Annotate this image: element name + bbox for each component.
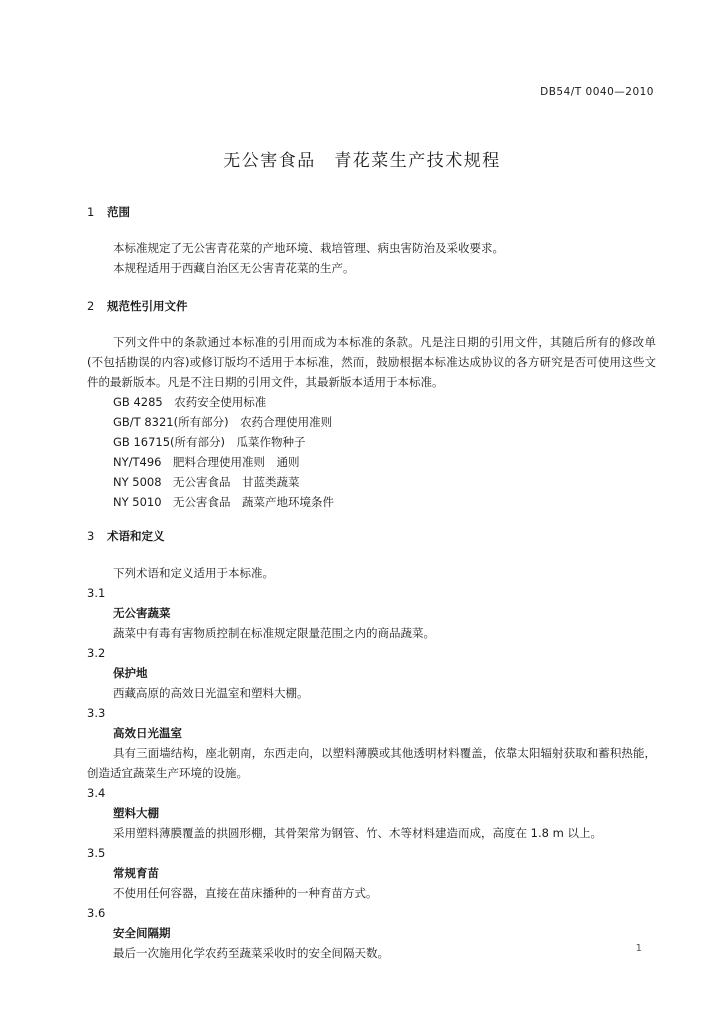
- term-name: 高效日光温室: [113, 726, 182, 740]
- section-1-body: [0, 238, 724, 278]
- section-1: [0, 202, 724, 222]
- term-definition: 西藏高原的高效日光温室和塑料大棚。: [113, 686, 309, 700]
- term-number: 3.5: [87, 846, 106, 860]
- reference-item: NY 5008 无公害食品 甘蓝类蔬菜: [113, 475, 300, 489]
- section-heading: [0, 296, 724, 316]
- intro-paragraph: 下列术语和定义适用于本标准。: [113, 566, 274, 580]
- section-title: 范围: [107, 205, 130, 219]
- reference-item: NY 5010 无公害食品 蔬菜产地环境条件: [113, 495, 335, 509]
- term-definition: 最后一次施用化学农药至蔬菜采收时的安全间隔天数。: [113, 946, 389, 960]
- intro-paragraph: 下列文件中的条款通过本标准的引用而成为本标准的条款。凡是注日期的引用文件，其随后所有的修改单(不包括勘误的内容)或修订版均不适用于本标准，然而，鼓励根据本标准达成协议的各方研究是否可使用这些文件的最新版本。凡是不注日期的引用文件，其最新版本适用于本标准。: [87, 335, 656, 389]
- section-title: 规范性引用文件: [107, 299, 188, 313]
- section-3-body: [0, 563, 724, 963]
- term-name: 常规育苗: [113, 866, 159, 880]
- term-definition: 蔬菜中有毒有害物质控制在标准规定限量范围之内的商品蔬菜。: [113, 626, 435, 640]
- term-number: 3.3: [87, 706, 106, 720]
- reference-item: GB/T 8321(所有部分) 农药合理使用准则: [113, 415, 333, 429]
- term-number: 3.6: [87, 906, 106, 920]
- term-name: 塑料大棚: [113, 806, 159, 820]
- term-definition: 具有三面墙结构，座北朝南，东西走向，以塑料薄膜或其他透明材料覆盖，依靠太阳辐射获取和蓄积热能，创造适宜蔬菜生产环境的设施。: [87, 746, 656, 780]
- standard-code: DB54/T 0040—2010: [540, 86, 654, 98]
- reference-item: GB 16715(所有部分) 瓜菜作物种子: [113, 435, 306, 449]
- page-number: 1: [635, 943, 642, 954]
- term-name: 无公害蔬菜: [113, 606, 171, 620]
- section-number: 3: [87, 529, 95, 543]
- section-number: 2: [87, 299, 95, 313]
- document-title: 无公害食品 青花菜生产技术规程: [223, 151, 501, 171]
- section-heading: [0, 526, 724, 546]
- paragraph: 本规程适用于西藏自治区无公害青花菜的生产。: [113, 261, 355, 275]
- section-number: 1: [87, 205, 95, 219]
- term-number: 3.1: [87, 586, 106, 600]
- term-definition: 不使用任何容器，直接在苗床播种的一种育苗方式。: [113, 886, 378, 900]
- section-heading: [0, 202, 724, 222]
- section-2-body: [0, 332, 724, 512]
- reference-item: GB 4285 农药安全使用标准: [113, 395, 267, 409]
- term-name: 保护地: [113, 666, 148, 680]
- section-title: 术语和定义: [107, 529, 165, 543]
- section-3: [0, 526, 724, 546]
- term-number: 3.4: [87, 786, 106, 800]
- reference-item: NY/T496 肥料合理使用准则 通则: [113, 455, 300, 469]
- paragraph: 本标准规定了无公害青花菜的产地环境、栽培管理、病虫害防治及采收要求。: [113, 241, 504, 255]
- term-name: 安全间隔期: [113, 926, 171, 940]
- term-definition: 采用塑料薄膜覆盖的拱圆形棚，其骨架常为钢管、竹、木等材料建造而成，高度在 1.8 m 以上。: [113, 826, 602, 840]
- section-2: [0, 296, 724, 316]
- term-number: 3.2: [87, 646, 106, 660]
